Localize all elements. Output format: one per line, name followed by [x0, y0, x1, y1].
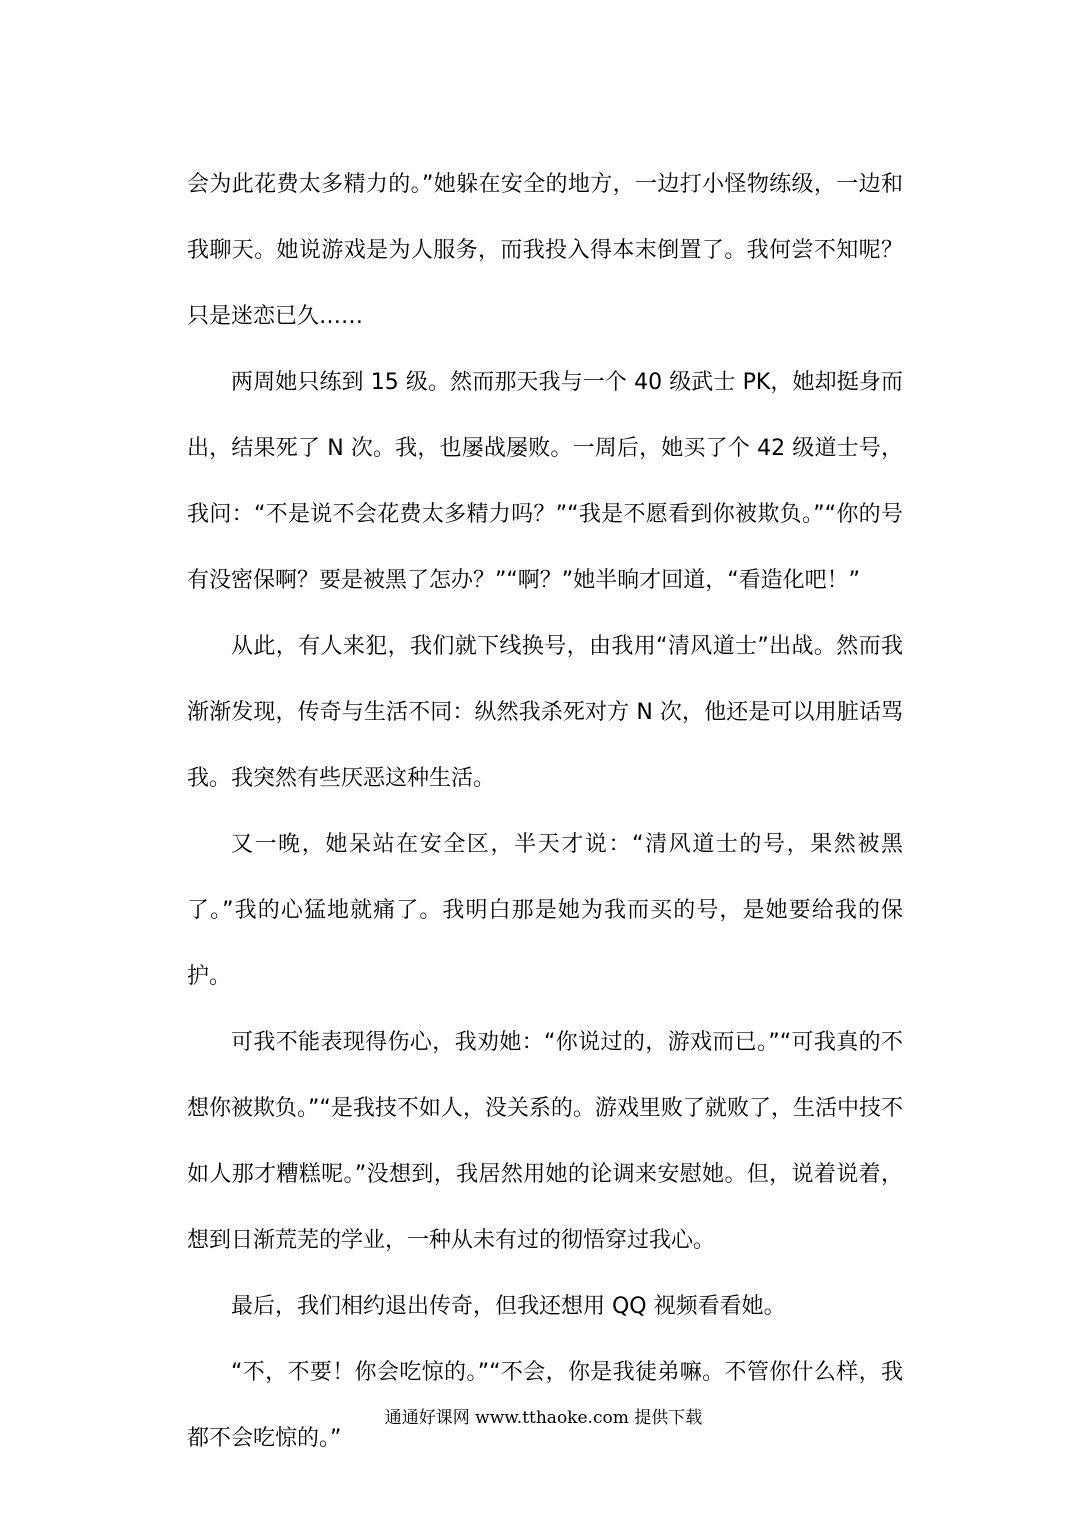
paragraph-finally: 最后，我们相约退出传奇，但我还想用 QQ 视频看看她。 [231, 1294, 786, 1319]
paragraph-comfort: 可我不能表现得伤心，我劝她：“你说过的，游戏而已。”“可我真的不想你被欺负。”“是我技不如人，没关系的。游戏里败了就败了，生活中技不如人那才糟糕呢。”没想到，我居然用她的论调来安慰她。但，说着说着，想到日渐荒芜的学业，一种从未有过的彻悟穿过我心。 [187, 1030, 903, 1253]
paragraph-two-weeks: 两周她只练到 15 级。然而那天我与一个 40 级武士 PK，她却挺身而出，结果死了 N 次。我，也屡战屡败。一周后，她买了个 42 级道士号，我问：“不是说不会花费太多精力吗？”“我是不愿看到你被欺负。”“你的号有没密保啊？要是被黑了怎办？”“啊？”她半晌才回道，“看造化吧！” [187, 370, 903, 593]
paragraph-one-night: 又一晚，她呆站在安全区，半天才说：“清风道士的号，果然被黑了。”我的心猛地就痛了。我明白那是她为我而买的号，是她要给我的保护。 [187, 832, 903, 989]
paragraph-from-then: 从此，有人来犯，我们就下线换号，由我用“清风道士”出战。然而我渐渐发现，传奇与生活不同：纵然我杀死对方 N 次，他还是可以用脏话骂我。我突然有些厌恶这种生活。 [187, 634, 903, 791]
paragraph-continued: 会为此花费太多精力的。”她躲在安全的地方，一边打小怪物练级，一边和我聊天。她说游戏是为人服务，而我投入得本末倒置了。我何尝不知呢？只是迷恋已久…… [187, 172, 903, 329]
story-text [187, 152, 903, 1472]
paragraph-dialogue: “不，不要！你会吃惊的。”“不会，你是我徒弟嘛。不管你什么样，我都不会吃惊的。” [187, 1360, 903, 1451]
download-footer: 通通好课网 www.tthaoke.com 提供下载 [384, 1408, 703, 1428]
